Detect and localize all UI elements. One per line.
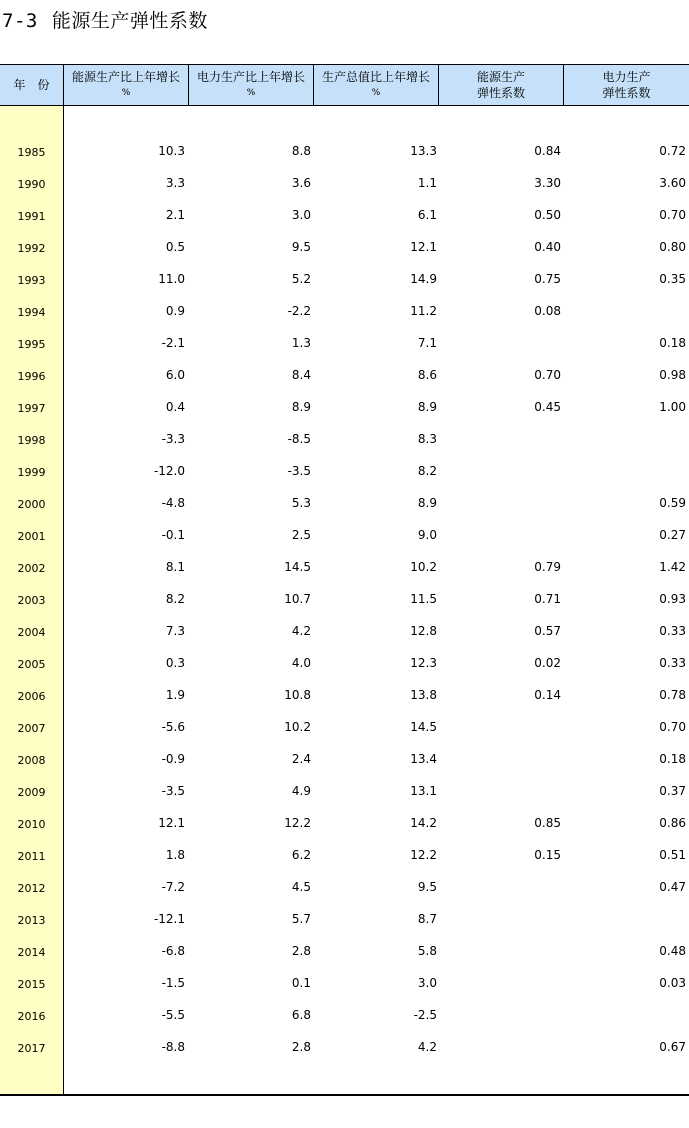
table-row <box>0 688 689 720</box>
table-row <box>0 464 689 496</box>
header-power-growth-unit: % <box>246 88 256 98</box>
cell-year: 2017 <box>17 1042 46 1055</box>
cell-year: 2012 <box>17 882 46 895</box>
cell-gdp-growth: 14.9 <box>410 272 437 286</box>
header-energy-growth-unit: % <box>121 88 131 98</box>
cell-energy-growth: -8.8 <box>161 1040 185 1054</box>
cell-year: 2014 <box>17 946 46 959</box>
cell-energy-growth: 8.2 <box>165 592 185 606</box>
cell-energy-elasticity: 0.15 <box>534 848 561 862</box>
cell-energy-growth: -12.1 <box>153 912 185 926</box>
cell-power-growth: 0.1 <box>291 976 311 990</box>
cell-power-growth: 5.7 <box>291 912 311 926</box>
table-row <box>0 144 689 176</box>
cell-energy-growth: -2.1 <box>161 336 185 350</box>
header-energy-elasticity <box>438 65 563 105</box>
cell-gdp-growth: 13.1 <box>410 784 437 798</box>
cell-power-growth: 10.7 <box>284 592 311 606</box>
cell-gdp-growth: 7.1 <box>417 336 437 350</box>
cell-energy-growth: 0.5 <box>165 240 185 254</box>
cell-gdp-growth: 8.6 <box>417 368 437 382</box>
cell-year: 2007 <box>17 722 46 735</box>
cell-energy-elasticity: 0.45 <box>534 400 561 414</box>
cell-energy-growth: 10.3 <box>158 144 185 158</box>
cell-year: 2008 <box>17 754 46 767</box>
table-number: 7-3 <box>2 10 38 32</box>
cell-year: 2002 <box>17 562 46 575</box>
cell-power-growth: 6.8 <box>291 1008 311 1022</box>
table-row <box>0 176 689 208</box>
cell-year: 2004 <box>17 626 46 639</box>
cell-year: 1998 <box>17 434 46 447</box>
table-row <box>0 272 689 304</box>
cell-power-growth: 4.9 <box>291 784 311 798</box>
table-row <box>0 560 689 592</box>
cell-energy-elasticity: 0.57 <box>534 624 561 638</box>
cell-year: 2013 <box>17 914 46 927</box>
cell-power-elasticity: 0.33 <box>659 656 686 670</box>
cell-power-growth: 2.5 <box>291 528 311 542</box>
cell-gdp-growth: 12.1 <box>410 240 437 254</box>
cell-gdp-growth: 12.3 <box>410 656 437 670</box>
cell-year: 1997 <box>17 402 46 415</box>
cell-energy-growth: -5.6 <box>161 720 185 734</box>
cell-year: 2016 <box>17 1010 46 1023</box>
cell-year: 1996 <box>17 370 46 383</box>
cell-year: 2000 <box>17 498 46 511</box>
cell-power-elasticity: 0.70 <box>659 720 686 734</box>
header-year <box>0 65 63 105</box>
cell-energy-growth: -4.8 <box>161 496 185 510</box>
table-row <box>0 624 689 656</box>
cell-energy-growth: 12.1 <box>158 816 185 830</box>
table-bottom-rule <box>0 1094 689 1096</box>
table-row <box>0 304 689 336</box>
cell-power-growth: 10.2 <box>284 720 311 734</box>
cell-power-elasticity: 0.59 <box>659 496 686 510</box>
cell-power-growth: 12.2 <box>284 816 311 830</box>
cell-year: 1995 <box>17 338 46 351</box>
page-title <box>2 6 208 33</box>
cell-power-elasticity: 0.98 <box>659 368 686 382</box>
table-row <box>0 976 689 1008</box>
cell-energy-growth: 0.4 <box>165 400 185 414</box>
cell-energy-growth: 2.1 <box>165 208 185 222</box>
cell-power-growth: 4.2 <box>291 624 311 638</box>
cell-energy-elasticity: 0.40 <box>534 240 561 254</box>
cell-energy-growth: -3.3 <box>161 432 185 446</box>
cell-energy-growth: 1.9 <box>165 688 185 702</box>
cell-gdp-growth: 5.8 <box>417 944 437 958</box>
cell-energy-elasticity: 0.08 <box>534 304 561 318</box>
cell-power-growth: 2.8 <box>291 944 311 958</box>
cell-gdp-growth: 11.2 <box>410 304 437 318</box>
header-energy-elasticity-label: 能源生产 <box>476 70 525 84</box>
table-row <box>0 912 689 944</box>
table-row <box>0 368 689 400</box>
cell-gdp-growth: 14.5 <box>410 720 437 734</box>
table-row <box>0 944 689 976</box>
cell-year: 2005 <box>17 658 46 671</box>
cell-power-growth: 4.5 <box>291 880 311 894</box>
cell-power-elasticity: 0.18 <box>659 336 686 350</box>
cell-energy-elasticity: 0.14 <box>534 688 561 702</box>
cell-gdp-growth: 11.5 <box>410 592 437 606</box>
cell-power-elasticity: 0.18 <box>659 752 686 766</box>
cell-energy-growth: -0.1 <box>161 528 185 542</box>
header-power-elasticity-label: 电力生产 <box>602 70 651 84</box>
table-header <box>0 64 689 106</box>
table-row <box>0 720 689 752</box>
header-power-growth-label: 电力生产比上年增长 <box>196 70 305 84</box>
cell-power-growth: 2.8 <box>291 1040 311 1054</box>
header-power-elasticity <box>563 65 689 105</box>
cell-power-growth: -2.2 <box>287 304 311 318</box>
cell-energy-elasticity: 0.02 <box>534 656 561 670</box>
cell-power-elasticity: 1.00 <box>659 400 686 414</box>
cell-year: 1985 <box>17 146 46 159</box>
cell-energy-elasticity: 0.75 <box>534 272 561 286</box>
cell-gdp-growth: 8.7 <box>417 912 437 926</box>
table-row <box>0 336 689 368</box>
table-row <box>0 208 689 240</box>
cell-power-elasticity: 0.67 <box>659 1040 686 1054</box>
cell-gdp-growth: 13.3 <box>410 144 437 158</box>
cell-gdp-growth: 8.9 <box>417 400 437 414</box>
cell-year: 2010 <box>17 818 46 831</box>
cell-gdp-growth: 13.4 <box>410 752 437 766</box>
cell-energy-growth: 7.3 <box>165 624 185 638</box>
cell-power-growth: 8.4 <box>291 368 311 382</box>
cell-gdp-growth: -2.5 <box>413 1008 437 1022</box>
cell-year: 2006 <box>17 690 46 703</box>
cell-power-growth: 14.5 <box>284 560 311 574</box>
cell-energy-growth: -6.8 <box>161 944 185 958</box>
cell-power-growth: 5.3 <box>291 496 311 510</box>
header-gdp-growth-label: 生产总值比上年增长 <box>321 70 430 84</box>
cell-power-growth: 8.8 <box>291 144 311 158</box>
header-power-elasticity-label-2: 弹性系数 <box>602 86 651 100</box>
table-row <box>0 240 689 272</box>
cell-year: 1999 <box>17 466 46 479</box>
cell-gdp-growth: 6.1 <box>417 208 437 222</box>
cell-power-growth: 10.8 <box>284 688 311 702</box>
table-row <box>0 400 689 432</box>
cell-year: 2001 <box>17 530 46 543</box>
cell-power-elasticity: 1.42 <box>659 560 686 574</box>
cell-power-elasticity: 0.70 <box>659 208 686 222</box>
cell-year: 2011 <box>17 850 46 863</box>
header-energy-growth-label: 能源生产比上年增长 <box>71 70 180 84</box>
table-row <box>0 784 689 816</box>
cell-gdp-growth: 10.2 <box>410 560 437 574</box>
cell-power-growth: 3.6 <box>291 176 311 190</box>
cell-energy-growth: 11.0 <box>158 272 185 286</box>
table-row <box>0 528 689 560</box>
header-energy-growth <box>63 65 188 105</box>
cell-power-elasticity: 0.47 <box>659 880 686 894</box>
cell-power-growth: 1.3 <box>291 336 311 350</box>
cell-energy-elasticity: 0.70 <box>534 368 561 382</box>
cell-power-growth: -8.5 <box>287 432 311 446</box>
cell-power-elasticity: 0.72 <box>659 144 686 158</box>
cell-energy-growth: -12.0 <box>153 464 185 478</box>
cell-year: 1991 <box>17 210 46 223</box>
cell-energy-growth: 1.8 <box>165 848 185 862</box>
cell-power-elasticity: 0.48 <box>659 944 686 958</box>
header-gdp-growth-unit: % <box>371 88 381 98</box>
cell-gdp-growth: 8.2 <box>417 464 437 478</box>
cell-energy-elasticity: 0.84 <box>534 144 561 158</box>
cell-energy-growth: -5.5 <box>161 1008 185 1022</box>
cell-energy-elasticity: 0.50 <box>534 208 561 222</box>
cell-gdp-growth: 12.8 <box>410 624 437 638</box>
cell-power-elasticity: 0.78 <box>659 688 686 702</box>
cell-energy-growth: 6.0 <box>165 368 185 382</box>
table-row <box>0 432 689 464</box>
cell-year: 1993 <box>17 274 46 287</box>
cell-energy-elasticity: 0.71 <box>534 592 561 606</box>
cell-year: 2003 <box>17 594 46 607</box>
cell-energy-growth: 8.1 <box>165 560 185 574</box>
table-row <box>0 496 689 528</box>
cell-energy-growth: 0.3 <box>165 656 185 670</box>
cell-gdp-growth: 1.1 <box>417 176 437 190</box>
cell-power-elasticity: 0.35 <box>659 272 686 286</box>
cell-power-growth: 4.0 <box>291 656 311 670</box>
cell-power-growth: -3.5 <box>287 464 311 478</box>
cell-gdp-growth: 9.0 <box>417 528 437 542</box>
cell-power-growth: 6.2 <box>291 848 311 862</box>
table-row <box>0 880 689 912</box>
table-row <box>0 656 689 688</box>
cell-power-elasticity: 0.51 <box>659 848 686 862</box>
cell-energy-elasticity: 3.30 <box>534 176 561 190</box>
cell-year: 1992 <box>17 242 46 255</box>
cell-energy-growth: -3.5 <box>161 784 185 798</box>
cell-energy-elasticity: 0.85 <box>534 816 561 830</box>
table-row <box>0 752 689 784</box>
table-row <box>0 1040 689 1072</box>
cell-power-elasticity: 0.86 <box>659 816 686 830</box>
table-row <box>0 1008 689 1040</box>
cell-energy-growth: -1.5 <box>161 976 185 990</box>
header-energy-elasticity-label-2: 弹性系数 <box>476 86 525 100</box>
header-year-label: 年 份 <box>13 78 50 92</box>
cell-power-growth: 2.4 <box>291 752 311 766</box>
cell-energy-growth: -7.2 <box>161 880 185 894</box>
cell-gdp-growth: 8.9 <box>417 496 437 510</box>
cell-power-elasticity: 0.93 <box>659 592 686 606</box>
cell-power-elasticity: 0.03 <box>659 976 686 990</box>
cell-power-growth: 3.0 <box>291 208 311 222</box>
cell-power-elasticity: 0.33 <box>659 624 686 638</box>
cell-gdp-growth: 8.3 <box>417 432 437 446</box>
cell-year: 1994 <box>17 306 46 319</box>
cell-power-growth: 5.2 <box>291 272 311 286</box>
cell-gdp-growth: 14.2 <box>410 816 437 830</box>
cell-power-elasticity: 0.37 <box>659 784 686 798</box>
table-row <box>0 816 689 848</box>
cell-energy-growth: 0.9 <box>165 304 185 318</box>
header-power-growth <box>188 65 313 105</box>
cell-power-elasticity: 0.80 <box>659 240 686 254</box>
cell-year: 2015 <box>17 978 46 991</box>
cell-gdp-growth: 13.8 <box>410 688 437 702</box>
header-gdp-growth <box>313 65 438 105</box>
cell-power-elasticity: 3.60 <box>659 176 686 190</box>
cell-energy-growth: -0.9 <box>161 752 185 766</box>
table-row <box>0 848 689 880</box>
cell-energy-elasticity: 0.79 <box>534 560 561 574</box>
cell-gdp-growth: 3.0 <box>417 976 437 990</box>
table-title: 能源生产弹性系数 <box>51 10 208 32</box>
cell-gdp-growth: 12.2 <box>410 848 437 862</box>
cell-power-growth: 9.5 <box>291 240 311 254</box>
cell-power-growth: 8.9 <box>291 400 311 414</box>
cell-gdp-growth: 4.2 <box>417 1040 437 1054</box>
cell-year: 2009 <box>17 786 46 799</box>
cell-power-elasticity: 0.27 <box>659 528 686 542</box>
cell-year: 1990 <box>17 178 46 191</box>
table-row <box>0 592 689 624</box>
cell-gdp-growth: 9.5 <box>417 880 437 894</box>
cell-energy-growth: 3.3 <box>165 176 185 190</box>
